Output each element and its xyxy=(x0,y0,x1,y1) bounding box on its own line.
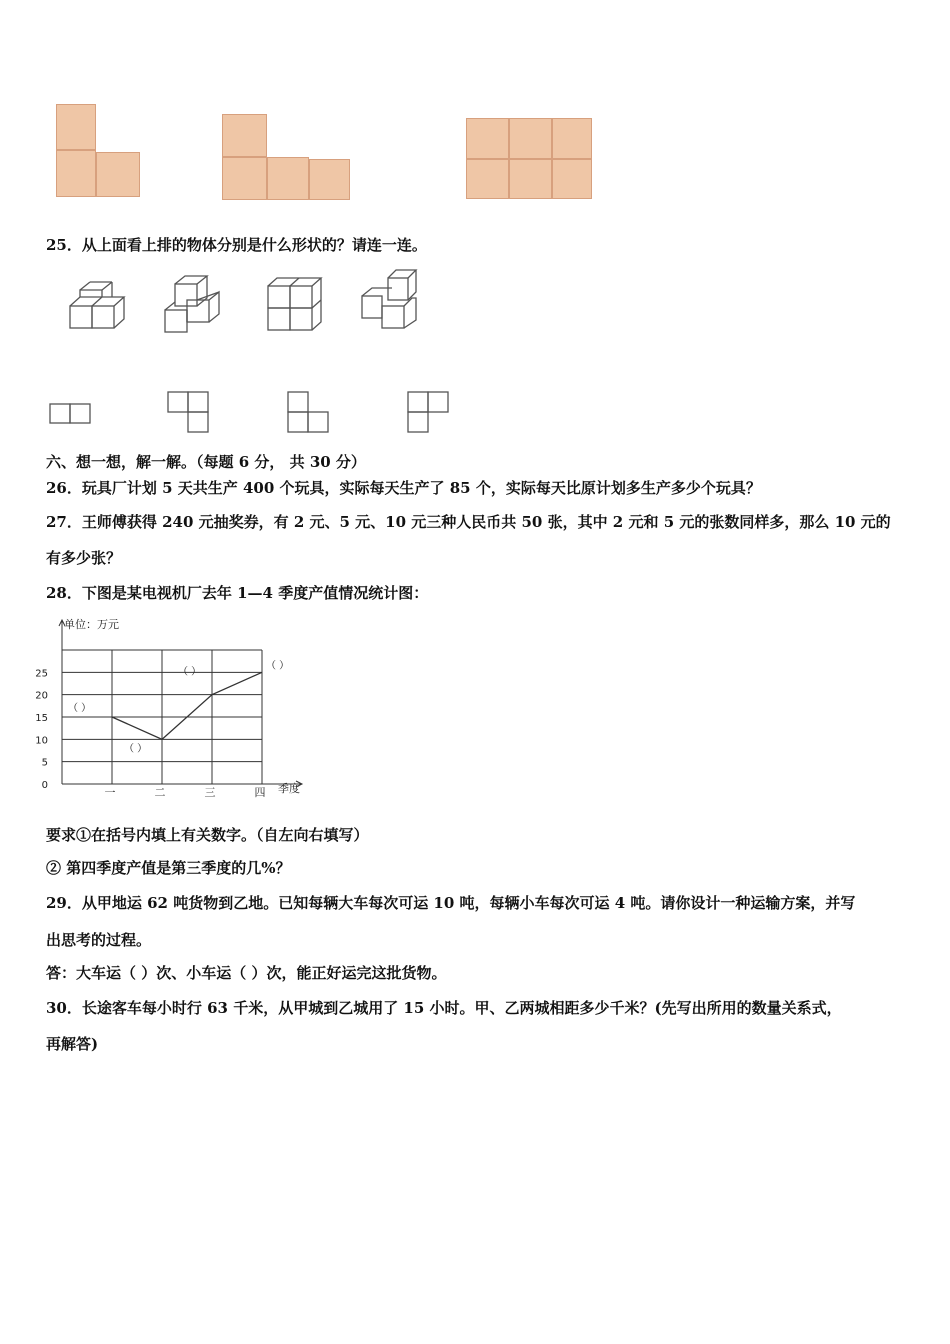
cube-figures xyxy=(60,266,440,338)
top-view-2 xyxy=(168,392,208,432)
chart-x-tick-label: 三 xyxy=(204,786,216,799)
question-28-requirement-2: ② 第四季度产值是第三季度的几%？ xyxy=(46,859,291,877)
cube-figure-3 xyxy=(268,278,321,330)
chart-x-tick-label: 一 xyxy=(104,786,116,799)
chart-x-axis-label: 季度 xyxy=(278,782,300,795)
view-figure-2 xyxy=(222,114,352,202)
chart-data-label-blank: （ ） xyxy=(124,743,148,755)
production-line-chart xyxy=(35,612,320,804)
top-view-1 xyxy=(50,404,90,423)
question-26: 26．玩具厂计划 5 天共生产 400 个玩具，实际每天生产了 85 个，实际每天比原计划多生产多少个玩具？ xyxy=(46,479,761,497)
question-30-line1: 30．长途客车每小时行 63 千米，从甲城到乙城用了 15 小时。甲、乙两城相距多少千米？(先写出所用的数量关系式， xyxy=(46,999,842,1017)
question-29-line2: 出思考的过程。 xyxy=(46,931,152,949)
question-27-line1: 27．王师傅获得 240 元抽奖券，有 2 元、5 元、10 元三种人民币共 50 张，其中 2 元和 5 元的张数同样多，那么 10 元的 xyxy=(46,513,891,531)
question-25: 25．从上面看上排的物体分别是什么形状的？请连一连。 xyxy=(46,236,427,254)
top-view-4 xyxy=(408,392,448,432)
chart-series-line xyxy=(112,672,262,739)
chart-y-tick-label: 5 xyxy=(41,757,48,769)
question-27-line2: 有多少张？ xyxy=(46,549,122,567)
section-6-heading: 六、想一想，解一解。（每题 6 分， 共 30 分） xyxy=(46,453,366,471)
chart-data-label-blank: （ ） xyxy=(68,703,92,714)
chart-data-label-blank: （ ） xyxy=(178,666,202,678)
chart-x-tick-label: 二 xyxy=(154,786,166,799)
view-figure-3 xyxy=(466,118,594,200)
cube-figure-1 xyxy=(70,282,124,328)
chart-y-tick-label: 15 xyxy=(35,713,48,724)
question-30-line2: 再解答) xyxy=(46,1035,99,1053)
chart-x-tick-label: 四 xyxy=(254,786,266,799)
question-28-requirement-1: 要求①在括号内填上有关数字。（自左向右填写） xyxy=(46,826,369,844)
cube-figure-4 xyxy=(362,270,416,328)
chart-unit-label: 单位：万元 xyxy=(64,618,119,631)
chart-data-label-blank: （ ） xyxy=(266,660,290,672)
question-28: 28．下图是某电视机厂去年 1—4 季度产值情况统计图： xyxy=(46,584,429,602)
chart-y-tick-label: 0 xyxy=(41,780,48,791)
chart-y-tick-label: 25 xyxy=(35,668,48,680)
cube-figure-2 xyxy=(165,276,219,332)
question-29-answer: 答：大车运（ ）次、小车运（ ）次，能正好运完这批货物。 xyxy=(46,964,447,982)
chart-y-tick-label: 10 xyxy=(35,735,48,747)
top-view-shapes xyxy=(46,388,456,436)
top-view-3 xyxy=(288,392,328,432)
view-figure-1 xyxy=(56,104,142,198)
chart-y-tick-label: 20 xyxy=(35,690,48,702)
question-29-line1: 29．从甲地运 62 吨货物到乙地。已知每辆大车每次可运 10 吨，每辆小车每次可运 4 吨。请你设计一种运输方案，并写 xyxy=(46,894,856,912)
